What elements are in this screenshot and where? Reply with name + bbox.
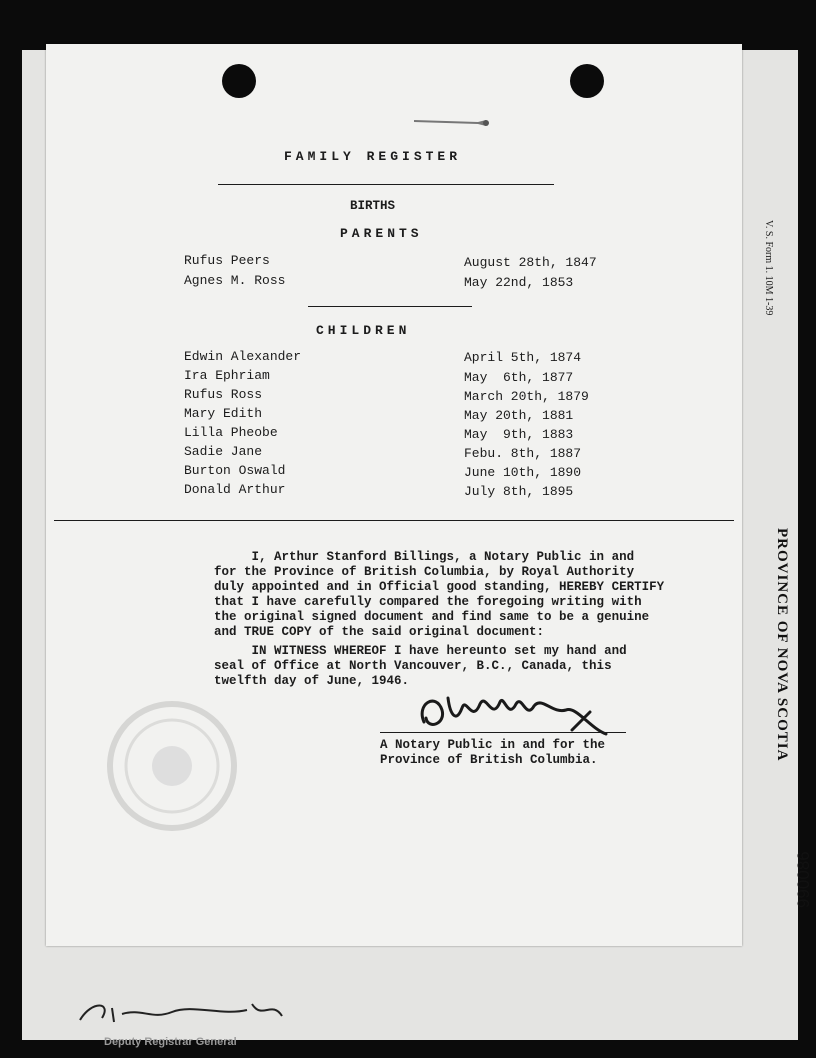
parent-2-date: May 22nd, 1853 [464,275,574,290]
child-5-name: Lilla Pheobe [184,425,278,440]
title-divider [218,184,554,185]
child-6-name: Sadie Jane [184,444,263,459]
witness-text: IN WITNESS WHEREOF I have hereunto set my hand and seal of Office at North Vancouver, B.C., Canada, this twelfth day of June, 1946. [214,644,627,688]
births-heading: BIRTHS [350,199,396,213]
parents-heading: PARENTS [340,226,423,241]
child-7-name: Burton Oswald [184,463,286,478]
child-8-date: July 8th, 1895 [464,484,574,499]
certificate-text: I, Arthur Stanford Billings, a Notary Public in and for the Province of British Columbia, by Royal Authority duly appointed and in Official good standing, HEREBY CERTIFY that I have carefully compared the foregoing writing with the original signed document and find same to be a genuine and TRUE COPY of the said original document: [214,550,665,639]
child-2-date: May 6th, 1877 [464,370,574,385]
children-heading: CHILDREN [316,323,411,338]
child-2-name: Ira Ephriam [184,368,270,383]
child-3-name: Rufus Ross [184,387,263,402]
parent-2-name: Agnes M. Ross [184,273,286,288]
child-5-date: May 9th, 1883 [464,427,574,442]
register-sheet [46,44,742,946]
child-3-date: March 20th, 1879 [464,389,589,404]
parent-1-name: Rufus Peers [184,253,270,268]
notary-caption: A Notary Public in and for the Province of British Columbia. [380,738,606,767]
form-code: V. S. Form 1. 10M 1-39 [763,220,774,316]
serial-number: 990086 [794,851,813,908]
parents-divider [308,306,472,307]
child-8-name: Donald Arthur [184,482,286,497]
child-7-date: June 10th, 1890 [464,465,582,480]
section-divider [54,520,734,521]
pin-icon [412,114,492,130]
child-4-name: Mary Edith [184,406,263,421]
child-4-date: May 20th, 1881 [464,408,574,423]
notary-seal [102,696,242,836]
register-title: FAMILY REGISTER [284,149,462,164]
child-1-name: Edwin Alexander [184,349,302,364]
signature-line [380,732,626,733]
notary-signature [376,684,636,744]
deputy-signature [72,990,312,1030]
child-6-date: Febu. 8th, 1887 [464,446,582,461]
punch-hole-right [570,64,604,98]
punch-hole-left [222,64,256,98]
parent-1-date: August 28th, 1847 [464,255,597,270]
province-title: PROVINCE OF NOVA SCOTIA [774,528,790,762]
child-1-date: April 5th, 1874 [464,350,582,365]
deputy-registrar-label: Deputy Registrar General [104,1036,237,1048]
